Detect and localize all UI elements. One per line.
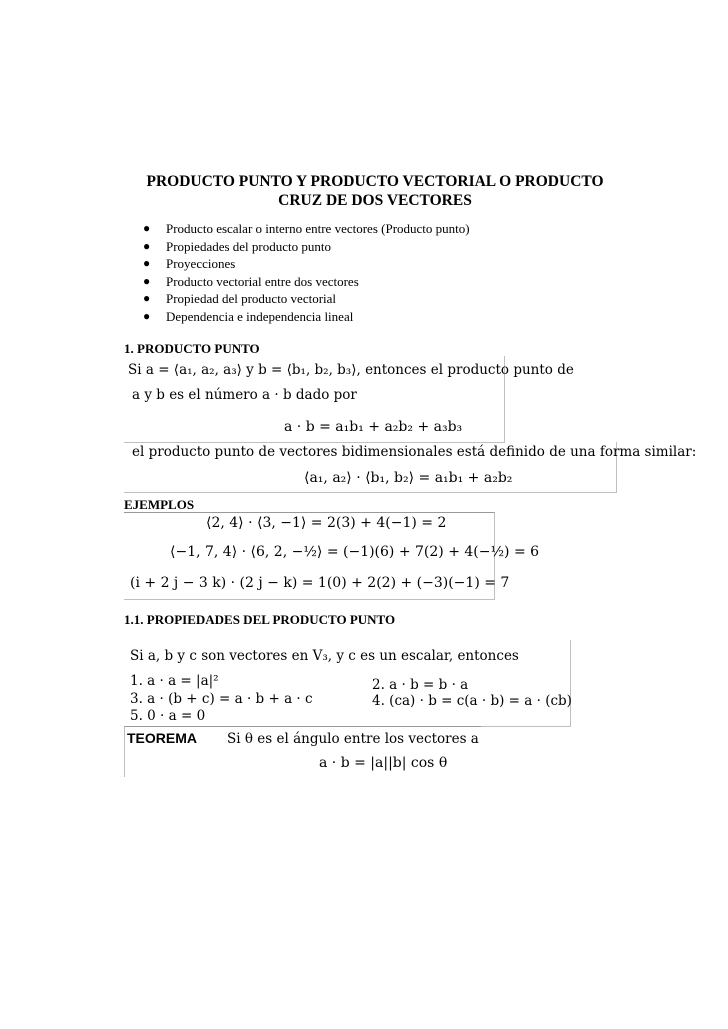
bullet-icon: ●	[143, 308, 151, 323]
bullet-icon: ●	[143, 273, 151, 288]
properties-intro: Si a, b y c son vectores en V₃, y c es un escalar, entonces	[130, 648, 519, 664]
property-1: 1. a · a = |a|²	[130, 673, 219, 689]
bullet-icon: ●	[143, 221, 151, 235]
property-5: 5. 0 · a = 0	[130, 708, 206, 724]
page-title	[120, 172, 630, 210]
properties-figure	[124, 640, 571, 727]
list-item: ● Proyecciones	[143, 256, 236, 272]
list-item: ● Propiedades del producto punto	[143, 238, 331, 254]
example-3: (i + 2 j − 3 k) · (2 j − k) = 1(0) + 2(2) + (−3)(−1) = 7	[130, 575, 510, 591]
title-line-2: CRUZ DE DOS VECTORES	[278, 192, 472, 209]
definition-line-2: a y b es el número a · b dado por	[132, 387, 357, 403]
property-2: 2. a · b = b · a	[372, 677, 469, 693]
definition-figure	[124, 356, 574, 443]
examples-heading: EJEMPLOS	[124, 497, 195, 512]
bidimensional-text: el producto punto de vectores bidimensionales está definido de una forma similar:	[132, 444, 697, 460]
bullet-icon: ●	[143, 238, 151, 253]
topics-list	[140, 220, 470, 326]
example-1: ⟨2, 4⟩ · ⟨3, −1⟩ = 2(3) + 4(−1) = 2	[206, 515, 447, 531]
list-item: ● Propiedad del producto vectorial	[143, 291, 337, 307]
theorem-text: Si θ es el ángulo entre los vectores a	[227, 731, 479, 747]
bidimensional-formula: ⟨a₁, a₂⟩ · ⟨b₁, b₂⟩ = a₁b₁ + a₂b₂	[304, 470, 513, 486]
list-item: ● Dependencia e independencia lineal	[143, 308, 354, 324]
definition-formula: a · b = a₁b₁ + a₂b₂ + a₃b₃	[284, 419, 463, 435]
theorem-formula: a · b = |a||b| cos θ	[319, 755, 448, 771]
bidimensional-figure	[124, 442, 697, 493]
definition-line-1: Si a = ⟨a₁, a₂, a₃⟩ y b = ⟨b₁, b₂, b₃⟩, entonces el producto punto de	[128, 362, 574, 378]
theorem-figure	[124, 726, 481, 777]
title-line-1: PRODUCTO PUNTO Y PRODUCTO VECTORIAL O PRODUCTO	[146, 173, 604, 190]
example-2: ⟨−1, 7, 4⟩ · ⟨6, 2, −½⟩ = (−1)(6) + 7(2) + 4(−½) = 6	[170, 544, 540, 560]
section-1-heading: 1. PRODUCTO PUNTO	[124, 341, 260, 356]
examples-figure	[124, 512, 540, 600]
list-item: ● Producto escalar o interno entre vectores (Producto punto)	[143, 221, 470, 236]
property-3: 3. a · (b + c) = a · b + a · c	[130, 691, 313, 707]
theorem-label: TEOREMA	[127, 730, 197, 746]
property-4: 4. (ca) · b = c(a · b) = a · (cb)	[372, 693, 572, 709]
bullet-icon: ●	[143, 256, 151, 271]
section-1-1-heading: 1.1. PROPIEDADES DEL PRODUCTO PUNTO	[124, 612, 396, 627]
bullet-icon: ●	[143, 291, 151, 306]
list-item: ● Producto vectorial entre dos vectores	[143, 273, 359, 289]
